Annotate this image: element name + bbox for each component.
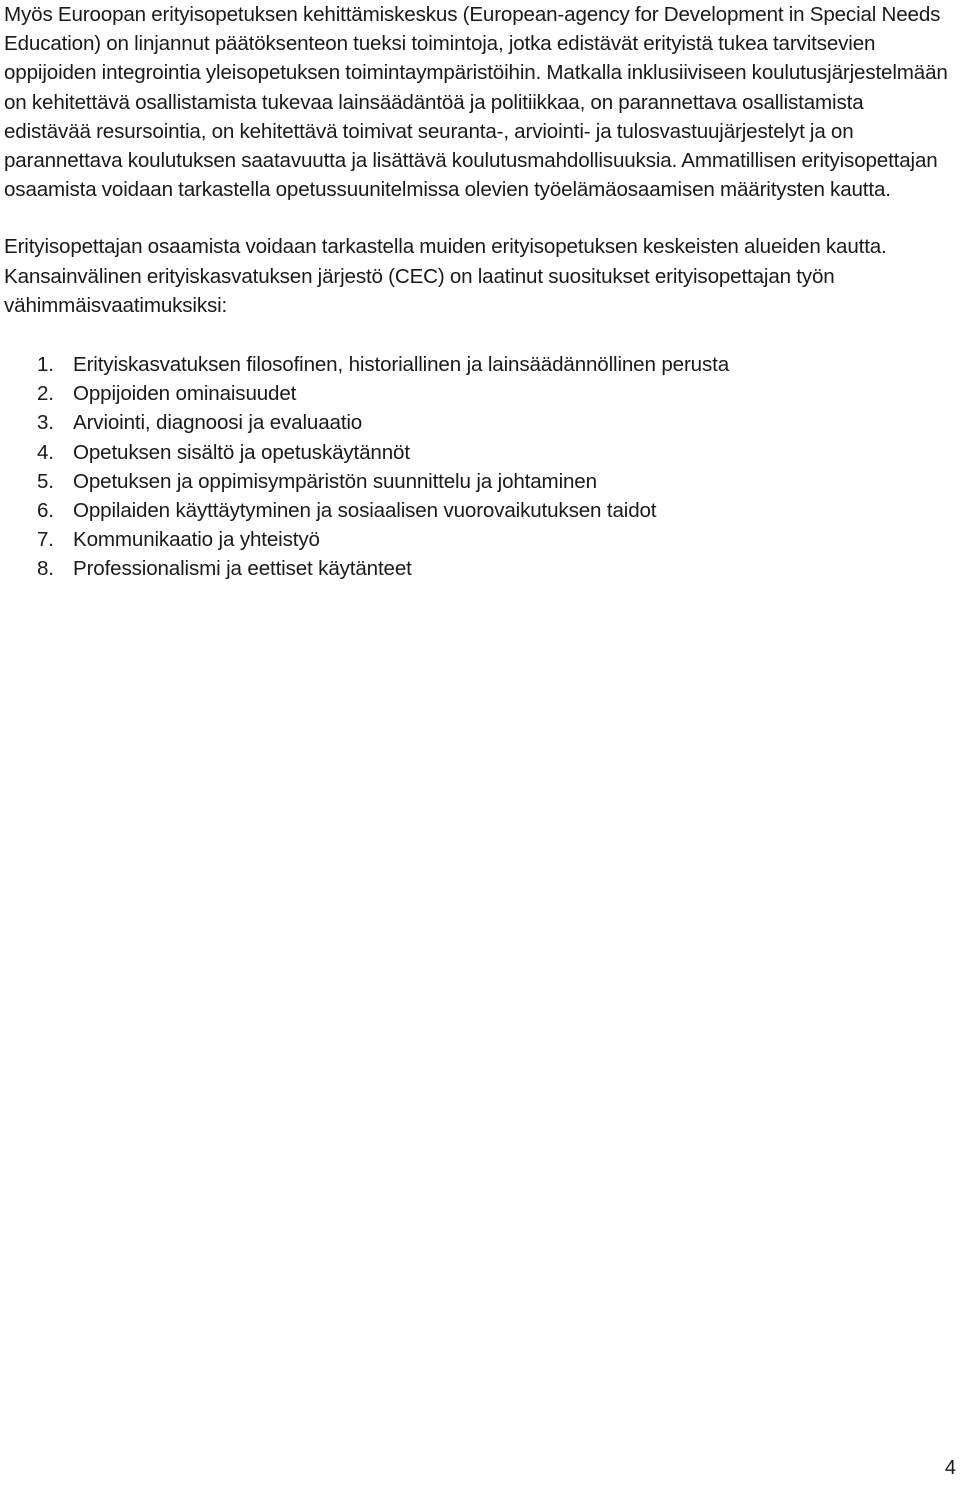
list-item-text: Opetuksen sisältö ja opetuskäytännöt xyxy=(73,440,410,464)
list-item xyxy=(4,496,950,525)
list-item-number: 4. xyxy=(37,440,54,464)
list-item-number: 2. xyxy=(37,382,54,406)
list-item-text: Oppijoiden ominaisuudet xyxy=(73,382,297,406)
list-item-text: Oppilaiden käyttäytyminen ja sosiaalisen vuorovaikutuksen taidot xyxy=(73,499,657,523)
list-item-text: Arviointi, diagnoosi ja evaluaatio xyxy=(73,411,363,435)
competency-list xyxy=(4,350,950,584)
page-number: 4 xyxy=(944,1457,956,1479)
list-item xyxy=(4,438,950,467)
list-item xyxy=(4,467,950,496)
list-item-text: Erityiskasvatuksen filosofinen, historiallinen ja lainsäädännöllinen perusta xyxy=(73,353,729,377)
list-item-number: 5. xyxy=(37,469,54,493)
list-item-number: 8. xyxy=(37,557,54,581)
list-item-text: Professionalismi ja eettiset käytänteet xyxy=(73,557,412,581)
list-item-number: 3. xyxy=(37,411,54,435)
list-item-number: 6. xyxy=(37,499,54,523)
list-item-number: 1. xyxy=(37,353,54,377)
list-item-text: Kommunikaatio ja yhteistyö xyxy=(73,528,320,552)
list-item xyxy=(4,525,950,554)
list-item-text: Opetuksen ja oppimisympäristön suunnittelu ja johtaminen xyxy=(73,469,597,493)
list-item xyxy=(4,554,950,583)
list-item xyxy=(4,350,950,379)
list-item xyxy=(4,408,950,437)
paragraph-european-agency: Myös Euroopan erityisopetuksen kehittämiskeskus (European-agency for Development in Special Needs Education) on linjannut päätöksenteon tueksi toimintoja, jotka edistävät erityistä tukea tarvitsevien oppijoiden integrointia yleisopetuksen toimintaympäristöihin. Matkalla inklusiiviseen koulutusjärjestelmään on kehitettävä osallistamista tukevaa lainsäädäntöä ja politiikkaa, on parannettava osallistamista edistävää resursointia, on kehitettävä toimivat seuranta-, arviointi- ja tulosvastuujärjestelyt ja on parannettava koulutuksen saatavuutta ja lisättävä koulutusmahdollisuuksia. Ammatillisen erityisopettajan osaamista voidaan tarkastella opetussuunitelmissa olevien työelämäosaamisen määritysten kautta. xyxy=(4,3,948,202)
document-page xyxy=(4,0,950,584)
list-item-number: 7. xyxy=(37,528,54,552)
paragraph-cec-standards: Erityisopettajan osaamista voidaan tarkastella muiden erityisopetuksen keskeisten alueiden kautta. Kansainvälinen erityiskasvatuksen järjestö (CEC) on laatinut suositukset erityisopettajan työn vähimmäisvaatimuksiksi: xyxy=(4,235,887,317)
list-item xyxy=(4,379,950,408)
